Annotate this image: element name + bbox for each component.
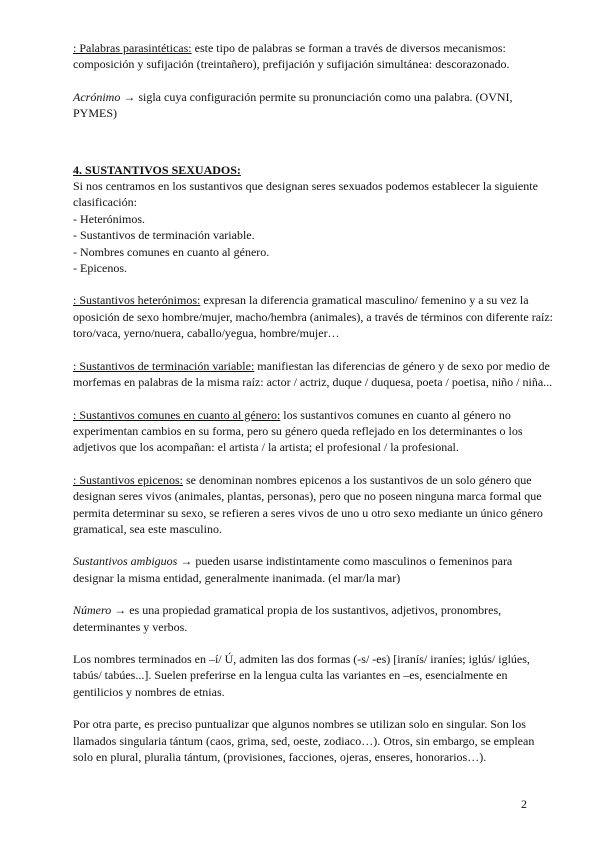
paragraph-text: expresan la diferencia gramatical masculino/ femenino y a su vez la oposición de sexo hombre/mujer, macho/hembra (animales), a través de términos con diferente raíz: toro/vaca, yerno/nuera, caballo/yegua, hombre/mujer… — [73, 293, 554, 341]
paragraph-acronimo — [73, 89, 553, 122]
paragraph-text: manifiestan las diferencias de género y de sexo por medio de morfemas en palabras de la misma raíz: actor / actriz, duque / duquesa, poeta / poetisa, niño / niña... — [73, 358, 553, 390]
page-number: 2 — [521, 797, 527, 811]
paragraph-text: este tipo de palabras se forman a través de diversos mecanismos: composición y sufijación (treintañero), prefijación y sufijación simultánea: descorazonado. — [73, 41, 510, 72]
paragraph-epicenos — [73, 472, 553, 538]
list-item: - Heterónimos. — [73, 211, 145, 226]
section-heading: 4. SUSTANTIVOS SEXUADOS: — [73, 162, 241, 177]
paragraph-plurales: Los nombres terminados en –í/ Ú, admiten las dos formas (-s/ -es) [iranís/ iraníes; iglús/ iglúes, tabús/ tabúes...]. Suelen preferirse en la lengua culta las variantes en –es, esencialmente en gentilicios y nombres de etnias. — [73, 651, 530, 699]
section-intro: Si nos centramos en los sustantivos que designan seres sexuados podemos establecer la siguiente clasificación: — [73, 179, 538, 210]
list-item: - Sustantivos de terminación variable. — [73, 228, 255, 243]
paragraph-heteronimos — [73, 292, 553, 341]
list-item: - Epicenos. — [73, 261, 127, 276]
paragraph-text: → sigla cuya configuración permite su pronunciación como una palabra. (OVNI, PYMES) — [73, 89, 513, 121]
paragraph-terminacion-variable — [73, 358, 553, 391]
paragraph-text: se denominan nombres epicenos a los sustantivos de un solo género que designan seres vivos (animales, plantas, personas), pero que no poseen ninguna marca formal que permita determinar su sexo, se refieren a seres vivos de uno u otro sexo mediante un único género gramatical, sea este masculino. — [73, 472, 543, 536]
term-label: Sustantivos ambiguos — [73, 554, 178, 569]
term-label: : Sustantivos heterónimos: — [73, 293, 201, 308]
term-label: : Sustantivos de terminación variable: — [73, 358, 255, 373]
paragraph-text: → pueden usarse indistintamente como masculinos o femeninos para designar la misma entidad, generalmente inanimada. (el mar/la mar) — [73, 554, 513, 585]
paragraph-numero — [73, 602, 553, 635]
paragraph-text: los sustantivos comunes en cuanto al género no experimentan cambios en su forma, pero su género queda reflejado en los determinantes o los adjetivos que los acompañan: el artista / la artista; el profesional / la profesional. — [73, 407, 523, 455]
paragraph-singularia: Por otra parte, es preciso puntualizar que algunos nombres se utilizan solo en singular. Son los llamados singularia tántum (caos, grima, sed, oeste, zodiaco…). Otros, sin embargo, se emplean solo en plural, pluralia tántum, (provisiones, facciones, ojeras, enseres, honorarios…). — [73, 717, 535, 764]
term-label: : Sustantivos comunes en cuanto al género: — [73, 407, 281, 422]
list-item: - Nombres comunes en cuanto al género. — [73, 244, 270, 259]
term-label: : Palabras parasintéticas: — [73, 41, 192, 55]
paragraph-comunes-genero — [73, 407, 553, 456]
term-label: Acrónimo — [73, 89, 121, 104]
paragraph-ambiguos — [73, 553, 553, 586]
paragraph-parasinteticas — [73, 40, 553, 73]
term-label: : Sustantivos epicenos: — [73, 472, 183, 487]
term-label: Número — [73, 603, 112, 618]
document-page — [73, 40, 553, 765]
paragraph-text: → es una propiedad gramatical propia de los sustantivos, adjetivos, pronombres, determinantes y verbos. — [73, 603, 502, 634]
